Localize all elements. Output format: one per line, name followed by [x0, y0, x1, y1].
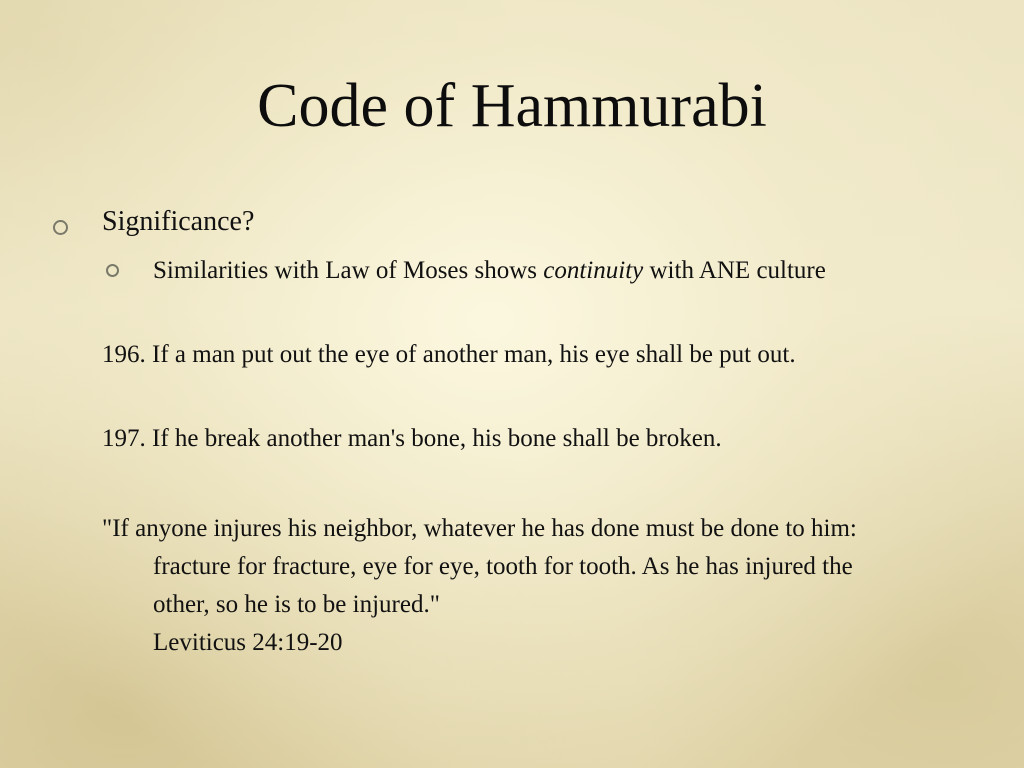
sub-bullet-text-start: Similarities with Law of Moses shows [153, 257, 544, 284]
emphasis-continuity: continuity [543, 257, 644, 284]
bullet-significance: Significance? [102, 206, 255, 237]
sub-bullet-similarities [153, 252, 913, 290]
law-196: 196. If a man put out the eye of another man, his eye shall be put out. [102, 341, 796, 368]
sub-bullet-text-end: with ANE culture [643, 257, 826, 284]
slide-title: Code of Hammurabi [257, 72, 767, 140]
bullet-circle-icon [53, 220, 68, 235]
quote-text: "If anyone injures his neighbor, whatever he has done must be done to him: fracture for fracture, eye for eye, tooth for tooth. As he has injured the other, so he is to be injured." [102, 515, 857, 618]
quote-citation: Leviticus 24:19-20 [153, 629, 343, 656]
leviticus-quote [102, 510, 902, 662]
law-197: 197. If he break another man's bone, his bone shall be broken. [102, 425, 722, 452]
sub-bullet-circle-icon [106, 264, 119, 277]
